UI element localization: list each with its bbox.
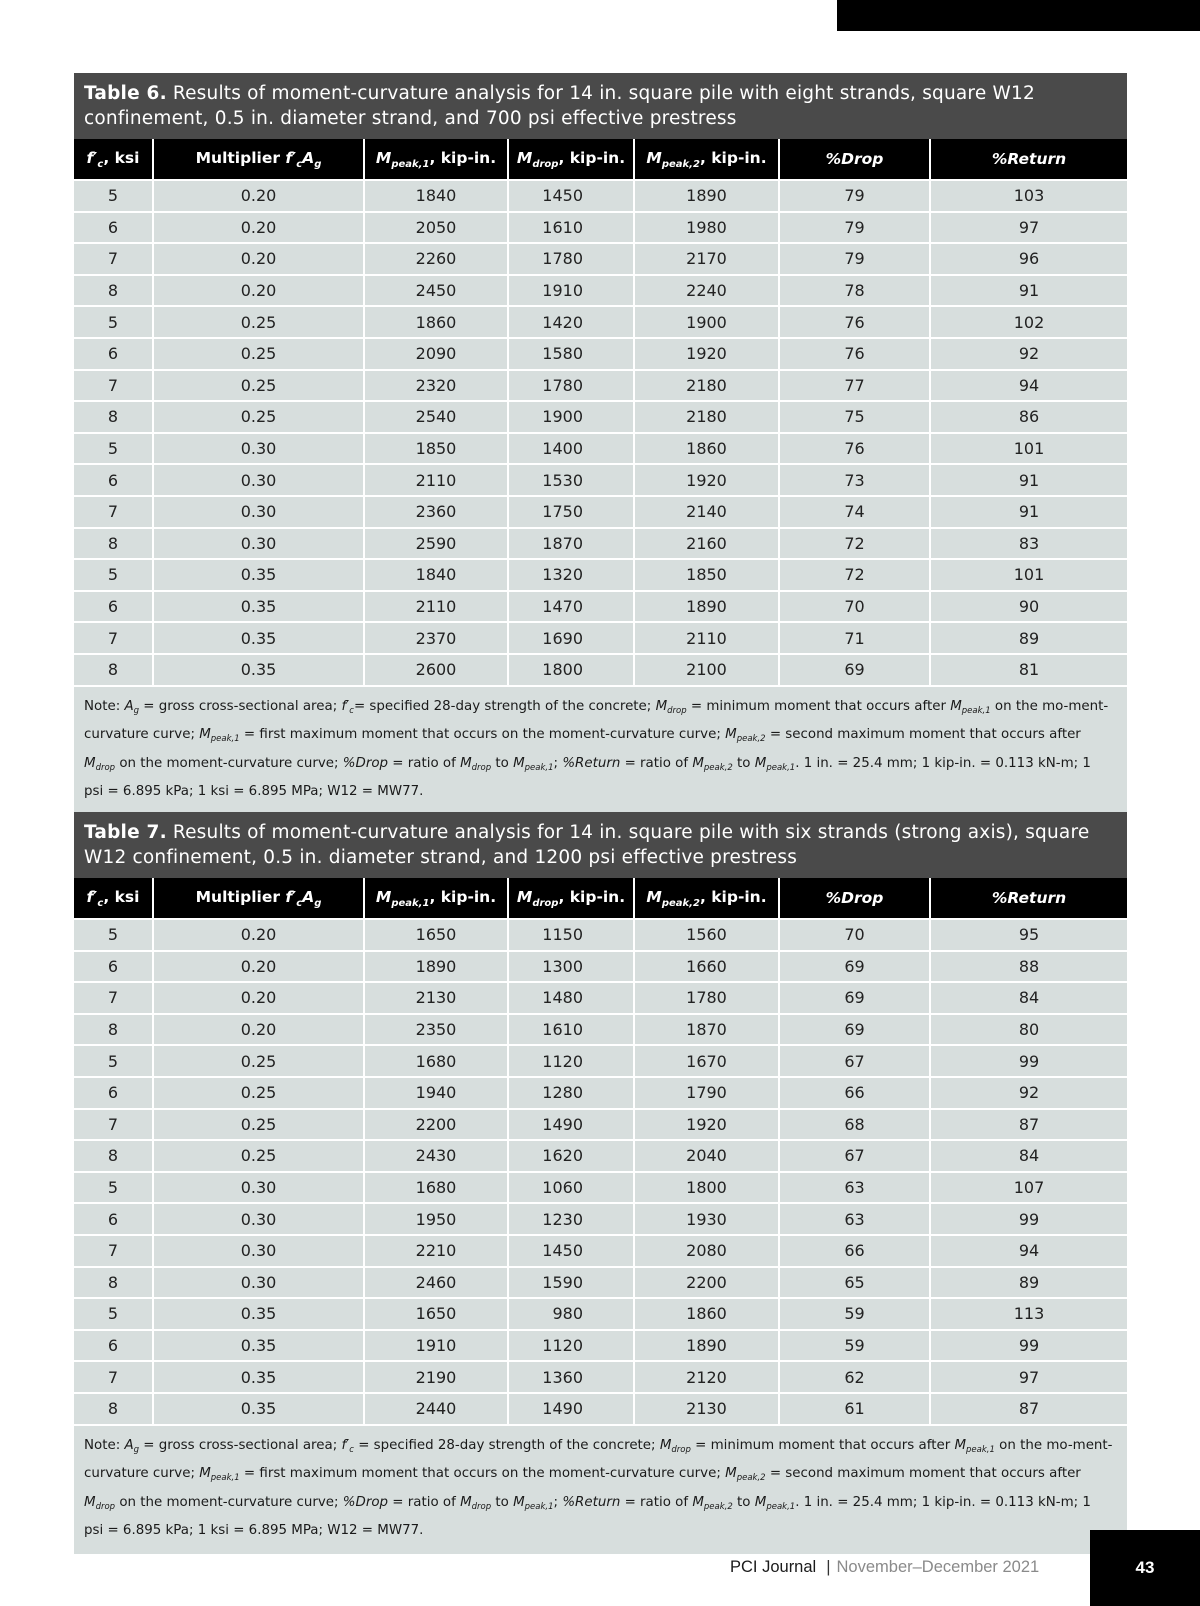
- col-fc: $f'_c$, ksi: [74, 139, 153, 180]
- table-6-caption: Results of moment-curvature analysis for 14 in. square pile with eight strands, square W12 confinement, 0.5 in. diameter strand, and 700 psi effective prestress: [84, 83, 1035, 129]
- table-7-caption: Results of moment-curvature analysis for 14 in. square pile with six strands (strong axis), square W12 confinement, 0.5 in. diameter strand, and 1200 psi effective prestress: [84, 822, 1090, 868]
- table-row: [74, 275, 1127, 307]
- table-row: [74, 1393, 1127, 1424]
- table-cell: 5: [74, 1172, 153, 1204]
- table-cell: 1890: [634, 591, 779, 623]
- table-row: [74, 982, 1127, 1014]
- table-cell: 76: [779, 306, 930, 338]
- table-cell: 5: [74, 306, 153, 338]
- table-cell: 0.35: [153, 559, 364, 591]
- table-cell: 2170: [634, 243, 779, 275]
- table-cell: 1920: [634, 464, 779, 496]
- table-cell: 92: [930, 338, 1127, 370]
- table-cell: 71: [779, 622, 930, 654]
- table-cell: 59: [779, 1330, 930, 1362]
- table-cell: 2450: [364, 275, 508, 307]
- table-cell: 2590: [364, 528, 508, 560]
- table-cell: 7: [74, 982, 153, 1014]
- table-row: [74, 306, 1127, 338]
- table-cell: 1490: [508, 1393, 634, 1424]
- table-cell: 5: [74, 559, 153, 591]
- table-cell: 2540: [364, 401, 508, 433]
- table-cell: 1490: [508, 1109, 634, 1141]
- table-cell: 1930: [634, 1203, 779, 1235]
- table-cell: 92: [930, 1077, 1127, 1109]
- table-cell: 5: [74, 180, 153, 212]
- table-cell: 1780: [508, 370, 634, 402]
- table-cell: 2210: [364, 1235, 508, 1267]
- table-cell: 1920: [634, 338, 779, 370]
- table-cell: 1890: [634, 180, 779, 212]
- table-cell: 1480: [508, 982, 634, 1014]
- table-cell: 6: [74, 1330, 153, 1362]
- table-cell: 1650: [364, 1298, 508, 1330]
- table-cell: 1610: [508, 212, 634, 244]
- table-row: [74, 1077, 1127, 1109]
- table-cell: 0.25: [153, 338, 364, 370]
- table-cell: 0.35: [153, 622, 364, 654]
- table-7-grid: [74, 878, 1127, 1424]
- table-cell: 2240: [634, 275, 779, 307]
- table-cell: 1780: [634, 982, 779, 1014]
- table-cell: 1580: [508, 338, 634, 370]
- table-cell: 2200: [364, 1109, 508, 1141]
- table-cell: 0.35: [153, 1361, 364, 1393]
- table-cell: 2440: [364, 1393, 508, 1424]
- table-7-label: Table 7.: [84, 822, 167, 843]
- table-cell: 2370: [364, 622, 508, 654]
- col-mpeak2: $M_{peak,2}$, kip-in.: [634, 878, 779, 919]
- table-row: [74, 559, 1127, 591]
- table-cell: 1150: [508, 919, 634, 951]
- table-row: [74, 951, 1127, 983]
- table-cell: 8: [74, 1267, 153, 1299]
- table-cell: 0.30: [153, 433, 364, 465]
- table-cell: 0.25: [153, 1045, 364, 1077]
- table-cell: 5: [74, 1045, 153, 1077]
- table-cell: 1850: [634, 559, 779, 591]
- table-cell: 0.20: [153, 275, 364, 307]
- table-cell: 8: [74, 1393, 153, 1424]
- table-row: [74, 528, 1127, 560]
- table-7: [74, 812, 1127, 1554]
- table-cell: 0.20: [153, 212, 364, 244]
- table-cell: 87: [930, 1109, 1127, 1141]
- table-cell: 0.25: [153, 1077, 364, 1109]
- table-cell: 66: [779, 1235, 930, 1267]
- table-cell: 102: [930, 306, 1127, 338]
- table-cell: 99: [930, 1330, 1127, 1362]
- table-cell: 7: [74, 1235, 153, 1267]
- table-cell: 1680: [364, 1172, 508, 1204]
- table-row: [74, 1045, 1127, 1077]
- table-cell: 2140: [634, 496, 779, 528]
- table-cell: 2600: [364, 654, 508, 685]
- table-cell: 8: [74, 401, 153, 433]
- col-multiplier: Multiplier $f'_cA_g$: [153, 139, 364, 180]
- table-cell: 2050: [364, 212, 508, 244]
- table-cell: 0.25: [153, 1109, 364, 1141]
- table-cell: 1900: [508, 401, 634, 433]
- table-row: [74, 1361, 1127, 1393]
- table-cell: 0.35: [153, 1330, 364, 1362]
- table-cell: 87: [930, 1393, 1127, 1424]
- table-cell: 1800: [508, 654, 634, 685]
- table-row: [74, 370, 1127, 402]
- table-cell: 0.25: [153, 1140, 364, 1172]
- table-cell: 5: [74, 433, 153, 465]
- col-return: %Return: [930, 878, 1127, 919]
- table-cell: 1750: [508, 496, 634, 528]
- table-cell: 1890: [634, 1330, 779, 1362]
- table-cell: 84: [930, 1140, 1127, 1172]
- table-row: [74, 622, 1127, 654]
- table-cell: 0.30: [153, 1235, 364, 1267]
- table-cell: 72: [779, 559, 930, 591]
- table-cell: 73: [779, 464, 930, 496]
- table-cell: 70: [779, 919, 930, 951]
- table-cell: 7: [74, 1109, 153, 1141]
- table-cell: 68: [779, 1109, 930, 1141]
- table-cell: 63: [779, 1172, 930, 1204]
- col-mpeak2: $M_{peak,2}$, kip-in.: [634, 139, 779, 180]
- table-cell: 6: [74, 951, 153, 983]
- table-cell: 2130: [364, 982, 508, 1014]
- table-row: [74, 338, 1127, 370]
- table-cell: 1840: [364, 180, 508, 212]
- table-6: [74, 73, 1127, 815]
- table-cell: 6: [74, 591, 153, 623]
- table-cell: 69: [779, 1014, 930, 1046]
- table-cell: 7: [74, 496, 153, 528]
- table-cell: 2190: [364, 1361, 508, 1393]
- table-cell: 2120: [634, 1361, 779, 1393]
- table-cell: 0.20: [153, 243, 364, 275]
- table-cell: 2110: [364, 464, 508, 496]
- table-6-grid: [74, 139, 1127, 685]
- table-row: [74, 433, 1127, 465]
- table-cell: 7: [74, 1361, 153, 1393]
- table-cell: 95: [930, 919, 1127, 951]
- table-row: [74, 919, 1127, 951]
- table-cell: 1470: [508, 591, 634, 623]
- table-cell: 2180: [634, 370, 779, 402]
- table-cell: 2460: [364, 1267, 508, 1299]
- table-cell: 1860: [364, 306, 508, 338]
- table-cell: 77: [779, 370, 930, 402]
- table-cell: 2160: [634, 528, 779, 560]
- table-cell: 2360: [364, 496, 508, 528]
- table-cell: 1860: [634, 433, 779, 465]
- table-cell: 6: [74, 464, 153, 496]
- table-cell: 1690: [508, 622, 634, 654]
- table-row: [74, 1014, 1127, 1046]
- table-cell: 8: [74, 1140, 153, 1172]
- table-cell: 8: [74, 1014, 153, 1046]
- table-cell: 72: [779, 528, 930, 560]
- table-cell: 1890: [364, 951, 508, 983]
- table-cell: 67: [779, 1140, 930, 1172]
- table-cell: 2110: [364, 591, 508, 623]
- table-row: [74, 180, 1127, 212]
- table-cell: 2180: [634, 401, 779, 433]
- page-footer: [730, 1558, 1039, 1577]
- table-6-label: Table 6.: [84, 83, 167, 104]
- table-cell: 5: [74, 1298, 153, 1330]
- table-cell: 0.20: [153, 180, 364, 212]
- table-cell: 0.35: [153, 1298, 364, 1330]
- table-cell: 0.25: [153, 306, 364, 338]
- table-cell: 0.35: [153, 591, 364, 623]
- table-cell: 2110: [634, 622, 779, 654]
- table-cell: 2100: [634, 654, 779, 685]
- table-7-header-row: [74, 878, 1127, 919]
- table-cell: 79: [779, 243, 930, 275]
- table-cell: 97: [930, 212, 1127, 244]
- table-cell: 1680: [364, 1045, 508, 1077]
- col-mdrop: $M_{drop}$, kip-in.: [508, 878, 634, 919]
- table-row: [74, 1172, 1127, 1204]
- table-cell: 101: [930, 559, 1127, 591]
- table-cell: 88: [930, 951, 1127, 983]
- table-cell: 99: [930, 1045, 1127, 1077]
- table-cell: 0.20: [153, 1014, 364, 1046]
- col-mdrop: $M_{drop}$, kip-in.: [508, 139, 634, 180]
- table-cell: 107: [930, 1172, 1127, 1204]
- table-cell: 1590: [508, 1267, 634, 1299]
- table-cell: 81: [930, 654, 1127, 685]
- table-cell: 2040: [634, 1140, 779, 1172]
- table-cell: 0.30: [153, 1172, 364, 1204]
- table-row: [74, 401, 1127, 433]
- table-cell: 6: [74, 338, 153, 370]
- table-cell: 80: [930, 1014, 1127, 1046]
- table-6-note: Note: $A_g$ = gross cross-sectional area; $f'_c=$ specified 28-day strength of the concrete; $M_{drop}$ = minimum moment that occurs after $M_{peak,1}$ on the mo-ment-curvature curve; $M_{peak,1}$ = first maximum moment that occurs on the moment-curvature curve; $M_{peak,2}$ = second maximum moment that occurs after $M_{drop}$ on the moment-curvature curve; %Drop = ratio of $M_{drop}$ to $M_{peak,1}$; %Return = ratio of $M_{peak,2}$ to $M_{peak,1}$. 1 in. = 25.4 mm; 1 kip-in. = 0.113 kN-m; 1 psi = 6.895 kPa; 1 ksi = 6.895 MPa; W12 = MW77.: [74, 685, 1127, 815]
- table-cell: 2080: [634, 1235, 779, 1267]
- col-mpeak1: $M_{peak,1}$, kip-in.: [364, 139, 508, 180]
- table-row: [74, 654, 1127, 685]
- table-cell: 0.35: [153, 1393, 364, 1424]
- table-cell: 76: [779, 433, 930, 465]
- table-cell: 0.25: [153, 370, 364, 402]
- table-cell: 79: [779, 212, 930, 244]
- table-cell: 1120: [508, 1330, 634, 1362]
- table-cell: 8: [74, 654, 153, 685]
- table-cell: 1610: [508, 1014, 634, 1046]
- issue-date: November–December 2021: [836, 1558, 1040, 1576]
- table-cell: 1870: [634, 1014, 779, 1046]
- table-cell: 1790: [634, 1077, 779, 1109]
- table-cell: 84: [930, 982, 1127, 1014]
- table-cell: 103: [930, 180, 1127, 212]
- table-cell: 1860: [634, 1298, 779, 1330]
- table-cell: 6: [74, 1203, 153, 1235]
- table-cell: 0.30: [153, 464, 364, 496]
- table-cell: 1400: [508, 433, 634, 465]
- col-multiplier: Multiplier $f'_cA_g$: [153, 878, 364, 919]
- table-cell: 7: [74, 622, 153, 654]
- table-row: [74, 1235, 1127, 1267]
- table-cell: 0.35: [153, 654, 364, 685]
- table-cell: 86: [930, 401, 1127, 433]
- table-cell: 0.20: [153, 951, 364, 983]
- table-cell: 1650: [364, 919, 508, 951]
- table-cell: 70: [779, 591, 930, 623]
- table-cell: 2430: [364, 1140, 508, 1172]
- table-cell: 1300: [508, 951, 634, 983]
- col-drop: %Drop: [779, 139, 930, 180]
- table-row: [74, 1298, 1127, 1330]
- table-cell: 1620: [508, 1140, 634, 1172]
- table-cell: 1120: [508, 1045, 634, 1077]
- table-cell: 1800: [634, 1172, 779, 1204]
- table-row: [74, 591, 1127, 623]
- journal-name: PCI Journal: [730, 1558, 817, 1576]
- table-cell: 78: [779, 275, 930, 307]
- table-cell: 2130: [634, 1393, 779, 1424]
- table-cell: 1920: [634, 1109, 779, 1141]
- table-cell: 83: [930, 528, 1127, 560]
- table-cell: 0.20: [153, 982, 364, 1014]
- table-cell: 1670: [634, 1045, 779, 1077]
- table-cell: 2090: [364, 338, 508, 370]
- table-cell: 7: [74, 370, 153, 402]
- table-cell: 0.30: [153, 528, 364, 560]
- table-cell: 2260: [364, 243, 508, 275]
- table-cell: 97: [930, 1361, 1127, 1393]
- table-cell: 1910: [508, 275, 634, 307]
- table-cell: 1950: [364, 1203, 508, 1235]
- table-row: [74, 1203, 1127, 1235]
- table-row: [74, 1109, 1127, 1141]
- table-cell: 1450: [508, 180, 634, 212]
- table-cell: 1420: [508, 306, 634, 338]
- table-cell: 1320: [508, 559, 634, 591]
- table-cell: 63: [779, 1203, 930, 1235]
- table-cell: 1060: [508, 1172, 634, 1204]
- table-cell: 99: [930, 1203, 1127, 1235]
- table-cell: 1530: [508, 464, 634, 496]
- table-cell: 61: [779, 1393, 930, 1424]
- table-cell: 0.30: [153, 496, 364, 528]
- table-7-note: Note: $A_g$ = gross cross-sectional area; $f'_c$ = specified 28-day strength of the concrete; $M_{drop}$ = minimum moment that occurs after $M_{peak,1}$ on the mo-ment-curvature curve; $M_{peak,1}$ = first maximum moment that occurs on the moment-curvature curve; $M_{peak,2}$ = second maximum moment that occurs after $M_{drop}$ on the moment-curvature curve; %Drop = ratio of $M_{drop}$ to $M_{peak,1}$; %Return = ratio of $M_{peak,2}$ to $M_{peak,1}$. 1 in. = 25.4 mm; 1 kip-in. = 0.113 kN-m; 1 psi = 6.895 kPa; 1 ksi = 6.895 MPa; W12 = MW77.: [74, 1424, 1127, 1554]
- table-cell: 1450: [508, 1235, 634, 1267]
- table-cell: 7: [74, 243, 153, 275]
- table-cell: 0.25: [153, 401, 364, 433]
- table-cell: 94: [930, 370, 1127, 402]
- table-cell: 113: [930, 1298, 1127, 1330]
- table-cell: 79: [779, 180, 930, 212]
- table-cell: 1840: [364, 559, 508, 591]
- table-cell: 89: [930, 1267, 1127, 1299]
- table-cell: 980: [508, 1298, 634, 1330]
- table-6-title: [74, 73, 1127, 139]
- table-cell: 90: [930, 591, 1127, 623]
- table-cell: 75: [779, 401, 930, 433]
- table-cell: 5: [74, 919, 153, 951]
- col-drop: %Drop: [779, 878, 930, 919]
- table-cell: 0.30: [153, 1203, 364, 1235]
- table-cell: 91: [930, 496, 1127, 528]
- table-cell: 1660: [634, 951, 779, 983]
- table-cell: 0.20: [153, 919, 364, 951]
- table-6-header-row: [74, 139, 1127, 180]
- table-cell: 94: [930, 1235, 1127, 1267]
- table-cell: 62: [779, 1361, 930, 1393]
- footer-separator: |: [826, 1558, 831, 1576]
- table-cell: 6: [74, 212, 153, 244]
- col-fc: $f'_c$, ksi: [74, 878, 153, 919]
- table-cell: 2320: [364, 370, 508, 402]
- table-cell: 59: [779, 1298, 930, 1330]
- table-cell: 96: [930, 243, 1127, 275]
- table-cell: 1980: [634, 212, 779, 244]
- table-cell: 74: [779, 496, 930, 528]
- table-row: [74, 212, 1127, 244]
- table-cell: 8: [74, 528, 153, 560]
- table-cell: 1900: [634, 306, 779, 338]
- table-row: [74, 243, 1127, 275]
- table-cell: 65: [779, 1267, 930, 1299]
- table-cell: 2350: [364, 1014, 508, 1046]
- table-cell: 1850: [364, 433, 508, 465]
- table-cell: 2200: [634, 1267, 779, 1299]
- table-cell: 8: [74, 275, 153, 307]
- table-row: [74, 1267, 1127, 1299]
- table-cell: 0.30: [153, 1267, 364, 1299]
- table-cell: 1870: [508, 528, 634, 560]
- table-cell: 91: [930, 464, 1127, 496]
- col-mpeak1: $M_{peak,1}$, kip-in.: [364, 878, 508, 919]
- table-cell: 1560: [634, 919, 779, 951]
- table-cell: 69: [779, 654, 930, 685]
- table-row: [74, 1140, 1127, 1172]
- table-cell: 1280: [508, 1077, 634, 1109]
- table-cell: 1230: [508, 1203, 634, 1235]
- table-cell: 66: [779, 1077, 930, 1109]
- table-cell: 91: [930, 275, 1127, 307]
- table-cell: 101: [930, 433, 1127, 465]
- table-cell: 69: [779, 951, 930, 983]
- col-return: %Return: [930, 139, 1127, 180]
- table-row: [74, 464, 1127, 496]
- table-7-title: [74, 812, 1127, 878]
- table-cell: 1910: [364, 1330, 508, 1362]
- table-cell: 1780: [508, 243, 634, 275]
- top-black-bar: [837, 0, 1200, 31]
- page-number: 43: [1090, 1530, 1200, 1606]
- table-cell: 6: [74, 1077, 153, 1109]
- table-row: [74, 1330, 1127, 1362]
- table-row: [74, 496, 1127, 528]
- table-cell: 1360: [508, 1361, 634, 1393]
- table-cell: 1940: [364, 1077, 508, 1109]
- table-cell: 69: [779, 982, 930, 1014]
- table-cell: 67: [779, 1045, 930, 1077]
- table-cell: 76: [779, 338, 930, 370]
- table-cell: 89: [930, 622, 1127, 654]
